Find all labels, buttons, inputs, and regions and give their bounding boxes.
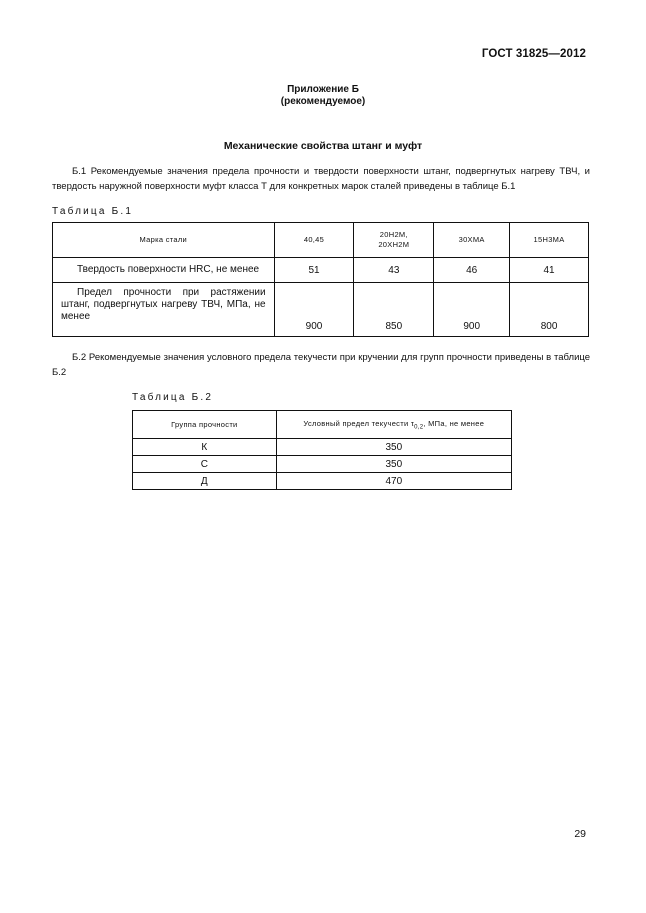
yield-strength-header <box>276 411 511 439</box>
table-b2-header-row <box>133 411 512 439</box>
table-cell: 900 <box>274 283 354 337</box>
table-cell: 41 <box>510 258 589 283</box>
table-cell: 900 <box>434 283 510 337</box>
table-row <box>133 439 512 456</box>
table-b1 <box>52 222 589 337</box>
table-row <box>53 283 589 337</box>
column-header: 15Н3МА <box>510 223 589 258</box>
table-row <box>133 473 512 490</box>
table-b2-caption: Таблица Б.2 <box>132 392 214 403</box>
paragraph-b2: Б.2 Рекомендуемые значения условного предела текучести при кручении для групп прочности приведены в таблице Б.2 <box>52 352 590 378</box>
document-code: ГОСТ 31825—2012 <box>481 48 586 60</box>
column-header: 30ХМА <box>434 223 510 258</box>
table-cell: 43 <box>354 258 434 283</box>
header-text: Условный предел текучести τ <box>303 418 415 428</box>
table-cell: 800 <box>510 283 589 337</box>
header-subscript: 0,2 <box>414 424 424 431</box>
table-b1-header-row <box>53 223 589 258</box>
header-text: , МПа, не менее <box>423 418 485 428</box>
appendix-subtitle: (рекомендуемое) <box>280 96 366 107</box>
table-row <box>133 456 512 473</box>
table-cell: 51 <box>274 258 354 283</box>
table-cell: С <box>133 456 277 473</box>
table-cell: Д <box>133 473 277 490</box>
table-b2 <box>132 410 512 490</box>
page-number: 29 <box>574 828 586 840</box>
paragraph-b1: Б.1 Рекомендуемые значения предела прочности и твердости поверхности штанг, подвергнутых нагреву ТВЧ, и твердость наружной поверхности муфт класса Т для конкретных марок сталей приведены в таблице Б.1 <box>52 166 590 192</box>
section-title: Механические свойства штанг и муфт <box>223 140 423 152</box>
column-header: 20Н2М, 20ХН2М <box>354 223 434 258</box>
column-header: 40,45 <box>274 223 354 258</box>
table-cell: 350 <box>276 456 511 473</box>
strength-group-header: Группа прочности <box>133 411 277 439</box>
table-b1-caption: Таблица Б.1 <box>52 206 134 217</box>
appendix-title: Приложение Б <box>287 84 359 95</box>
table-cell: К <box>133 439 277 456</box>
row-label: Предел прочности при растяжении штанг, подвергнутых нагреву ТВЧ, МПа, не менее <box>53 283 275 337</box>
row-label: Твердость поверхности HRC, не менее <box>53 258 275 283</box>
table-cell: 470 <box>276 473 511 490</box>
table-cell: 350 <box>276 439 511 456</box>
table-cell: 850 <box>354 283 434 337</box>
table-cell: 46 <box>434 258 510 283</box>
steel-grade-header: Марка стали <box>53 223 275 258</box>
table-row <box>53 258 589 283</box>
appendix-heading <box>0 84 646 108</box>
